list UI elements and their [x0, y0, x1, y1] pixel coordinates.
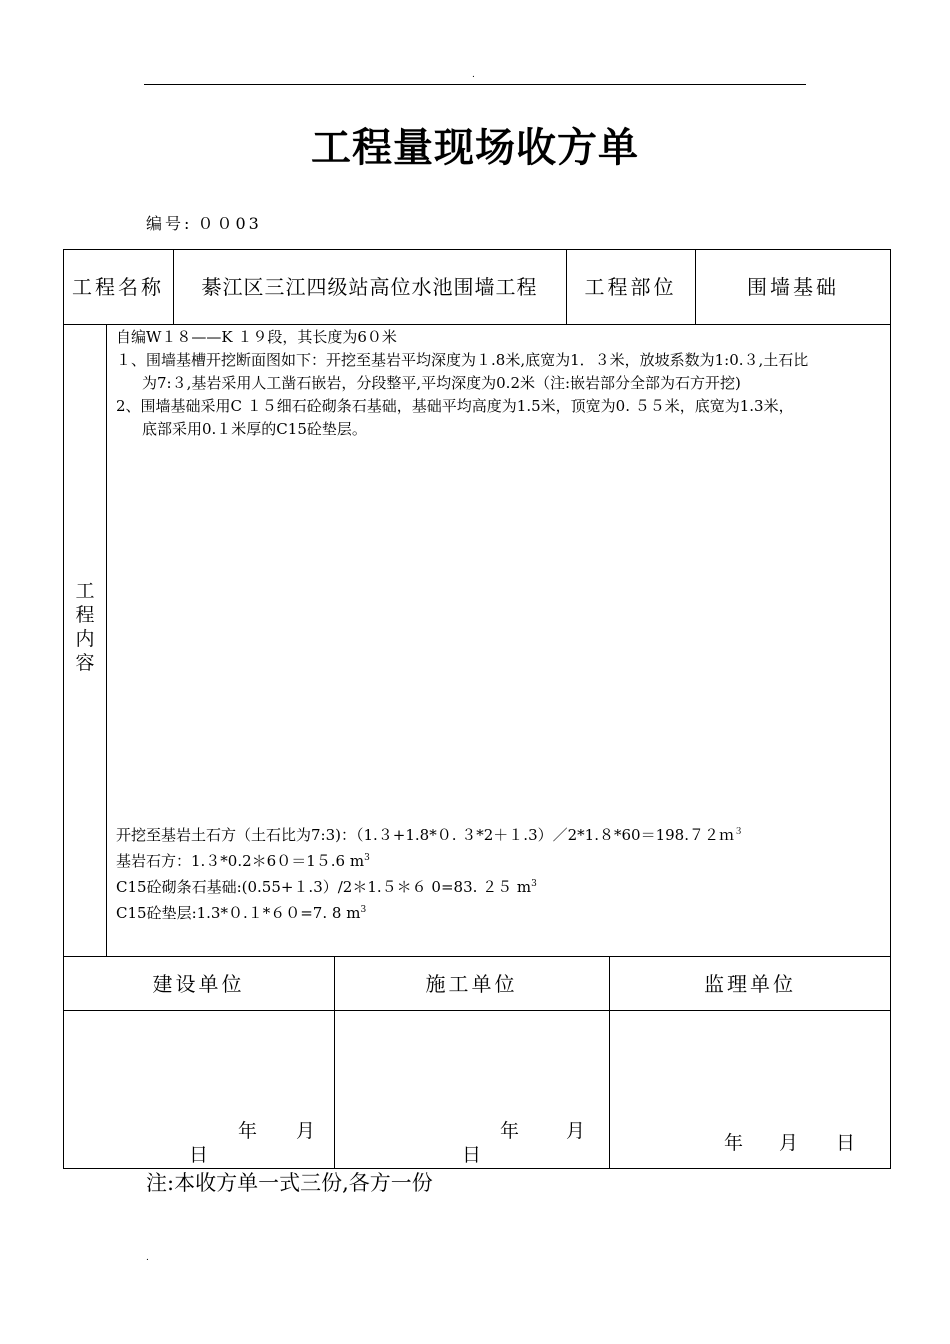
supervisor-label: 监理单位	[704, 972, 796, 996]
calc-line: C15砼垫层:1.3*０.１*６０=7. 8 $m^3$	[116, 904, 367, 922]
project-name-value: 綦江区三江四级站高位水池围墙工程	[201, 275, 538, 299]
contractor-date-month: 月	[566, 1120, 586, 1142]
doc-number-label: 编号:	[146, 214, 193, 233]
project-part-value: 围墙基础	[747, 275, 839, 299]
content-line: 2、围墙基础采用C １５细石砼砌条石基础，基础平均高度为1.5米，顶宽为0. ５５米，底宽为1.3米，	[116, 397, 794, 415]
header-dot: .	[472, 70, 475, 80]
supervisor-date-day: 日	[836, 1132, 856, 1154]
contractor-date-day: 日	[462, 1144, 482, 1166]
table-border-right	[890, 249, 891, 1169]
owner-date-year: 年	[238, 1120, 258, 1142]
table-border-top	[63, 249, 891, 250]
footer-dot: .	[146, 1253, 149, 1263]
content-label-char: 程	[75, 604, 95, 626]
supervisor-date-year: 年	[724, 1132, 744, 1154]
content-label-char: 工	[75, 580, 95, 602]
supervisor-date-month: 月	[779, 1132, 799, 1154]
calc-line: 开挖至基岩土石方（土石比为7:3)：（1.３+1.8*０. ３*2＋１.3）／2*1.８*60＝198.７２ｍ$^3$	[116, 826, 743, 844]
contractor-label: 施工单位	[425, 972, 518, 996]
doc-number	[146, 212, 262, 236]
content-line: １、围墙基槽开挖断面图如下：开挖至基岩平均深度为１.8米,底宽为1．３米，放坡系数为1:0.３,土石比	[116, 351, 809, 369]
owner-date-day: 日	[189, 1144, 209, 1166]
contractor-date-year: 年	[500, 1120, 520, 1142]
content-line: 底部采用0.１米厚的C15砼垫层。	[142, 420, 367, 438]
row-divider-2	[63, 956, 891, 957]
table-border-left	[63, 249, 64, 1169]
owner-label: 建设单位	[152, 972, 245, 996]
page-title: 工程量现场收方单	[311, 125, 639, 171]
content-line: 为7:３,基岩采用人工凿石嵌岩，分段整平,平均深度为0.2米（注:嵌岩部分全部为石方开挖)	[142, 374, 741, 392]
row-divider-3	[63, 1010, 891, 1011]
survey-table	[63, 249, 891, 1169]
project-name-label: 工程名称	[72, 275, 164, 299]
content-label-char: 内	[75, 628, 95, 650]
content-description	[116, 326, 886, 441]
calc-line: C15砼砌条石基础:(0.55+１.3）/2＊1.５＊６ 0=83. ２５ $m^3$	[116, 878, 537, 896]
project-part-label: 工程部位	[584, 275, 677, 299]
calc-line: 基岩石方：1.３*0.2＊6０＝1５.6 $m^3$	[116, 852, 370, 870]
content-label	[63, 579, 107, 675]
quantity-calculations	[116, 822, 876, 926]
owner-date-month: 月	[296, 1120, 316, 1142]
content-label-char: 容	[75, 652, 95, 674]
header-rule	[144, 84, 806, 85]
doc-number-value: ００03	[197, 214, 262, 233]
content-line: 自编W１８——K １９段，其长度为6０米	[116, 328, 397, 346]
footer-note: 注:本收方单一式三份,各方一份	[146, 1171, 433, 1195]
